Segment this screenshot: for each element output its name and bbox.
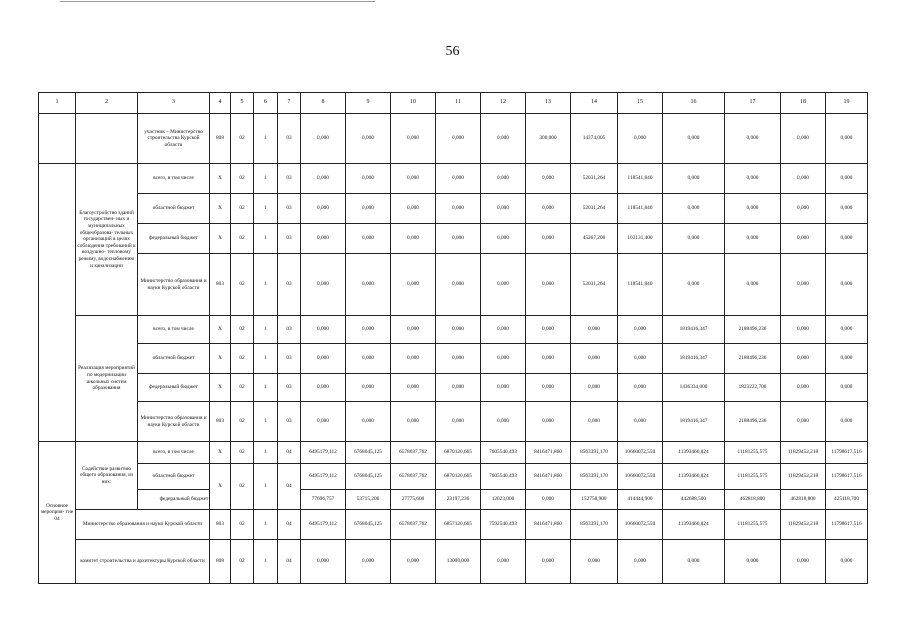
value-cell: 0,000	[526, 254, 571, 316]
column-number: 9	[346, 93, 391, 114]
value-cell: 11181255,575	[725, 464, 781, 490]
value-cell: 0,000	[526, 540, 571, 584]
value-cell: 1436334,000	[663, 374, 725, 402]
source-cell: федеральный бюджет	[138, 224, 210, 254]
code-cell: 03	[278, 194, 301, 224]
table-row	[39, 224, 868, 254]
value-cell: 0,000	[618, 402, 663, 442]
code-cell: 02	[231, 510, 254, 540]
code-cell: 02	[231, 114, 254, 164]
value-cell: 0,000	[301, 344, 346, 374]
code-cell: 1	[254, 164, 278, 194]
column-number: 5	[231, 93, 254, 114]
table-row	[39, 344, 868, 374]
source-cell: комитет строительства и архитектуры Курской области	[76, 540, 210, 584]
value-cell: 77696,757	[301, 490, 346, 510]
table-row	[39, 194, 868, 224]
value-cell: 11393466,824	[663, 510, 725, 540]
value-cell: 0,000	[301, 194, 346, 224]
column-number: 1	[39, 93, 76, 114]
value-cell: 8563391,170	[571, 464, 618, 490]
value-cell: 0,000	[481, 224, 526, 254]
value-cell: 0,000	[826, 114, 868, 164]
column-number: 16	[663, 93, 725, 114]
code-cell: X	[210, 374, 231, 402]
code-cell: 03	[278, 164, 301, 194]
value-cell: 0,000	[301, 164, 346, 194]
value-cell: 11393466,824	[663, 464, 725, 490]
column-number: 2	[76, 93, 138, 114]
value-cell: 0,000	[526, 402, 571, 442]
measure-name-cell: Реализация мероприятий по модернизации школьных систем образования	[76, 316, 138, 442]
code-cell: 808	[210, 114, 231, 164]
value-cell: 8563391,170	[571, 442, 618, 464]
value-cell: 0,000	[481, 540, 526, 584]
value-cell: 0,000	[826, 164, 868, 194]
table-row	[39, 442, 868, 464]
value-cell: 0,000	[618, 540, 663, 584]
value-cell: 11393466,824	[663, 442, 725, 464]
column-number: 11	[436, 93, 481, 114]
column-number: 19	[826, 93, 868, 114]
value-cell: 0,000	[571, 374, 618, 402]
value-cell: 0,000	[436, 316, 481, 344]
value-cell: 0,000	[391, 224, 436, 254]
value-cell: 0,000	[301, 114, 346, 164]
source-cell: всего, в том числе	[138, 164, 210, 194]
value-cell: 0,000	[346, 344, 391, 374]
value-cell: 0,000	[301, 254, 346, 316]
code-cell: 1	[254, 224, 278, 254]
executor-cell: участник – Министерство строительства Курской области	[138, 114, 210, 164]
value-cell: 10660072,550	[618, 464, 663, 490]
code-cell: 02	[231, 402, 254, 442]
value-cell: 152758,900	[571, 490, 618, 510]
value-cell: 118541,840	[618, 254, 663, 316]
value-cell: 0,000	[618, 344, 663, 374]
value-cell: 0,000	[346, 540, 391, 584]
code-cell: 02	[231, 224, 254, 254]
value-cell: 1823222,700	[725, 374, 781, 402]
column-number: 10	[391, 93, 436, 114]
value-cell: 0,000	[391, 194, 436, 224]
value-cell: 0,000	[571, 540, 618, 584]
code-cell: 02	[231, 164, 254, 194]
code-cell: 03	[278, 344, 301, 374]
value-cell: 0,000	[391, 316, 436, 344]
table-row	[39, 510, 868, 540]
main-activity-cell: Основное мероприя- тие 04	[39, 442, 76, 584]
value-cell: 23197,236	[436, 490, 481, 510]
value-cell: 118541,840	[618, 194, 663, 224]
code-cell: 03	[278, 114, 301, 164]
value-cell: 6495179,112	[301, 510, 346, 540]
code-cell: 02	[231, 344, 254, 374]
value-cell: 442688,500	[663, 490, 725, 510]
value-cell: 0,000	[781, 194, 826, 224]
value-cell: 0,000	[346, 374, 391, 402]
value-cell: 0,000	[571, 344, 618, 374]
value-cell: 45267,200	[571, 224, 618, 254]
value-cell: 6768045,125	[346, 464, 391, 490]
source-cell: Министерство образования и науки Курской области	[76, 510, 210, 540]
value-cell: 6768045,125	[346, 510, 391, 540]
value-cell: 0,000	[391, 114, 436, 164]
column-number: 6	[254, 93, 278, 114]
value-cell: 6578037,762	[391, 442, 436, 464]
code-cell: 1	[254, 374, 278, 402]
value-cell: 0,000	[618, 114, 663, 164]
value-cell: 0,000	[826, 374, 868, 402]
column-number: 18	[781, 93, 826, 114]
value-cell: 0,000	[826, 254, 868, 316]
value-cell: 414444,900	[618, 490, 663, 510]
value-cell: 0,000	[391, 402, 436, 442]
value-cell: 0,000	[346, 224, 391, 254]
measure-name-cell: Содействие развитию общего образования, из них:	[76, 442, 138, 510]
value-cell: 52031,264	[571, 164, 618, 194]
value-cell: 0,000	[391, 540, 436, 584]
value-cell: 462818,800	[725, 490, 781, 510]
value-cell: 0,000	[481, 344, 526, 374]
table-row	[39, 164, 868, 194]
code-cell: 04	[278, 442, 301, 464]
code-cell: 03	[278, 316, 301, 344]
value-cell: 0,000	[481, 374, 526, 402]
value-cell: 0,000	[481, 194, 526, 224]
page-number: 56	[445, 44, 460, 59]
value-cell: 0,000	[826, 540, 868, 584]
value-cell: 2188496,236	[725, 344, 781, 374]
code-cell: X	[210, 316, 231, 344]
value-cell: 0,000	[301, 540, 346, 584]
value-cell: 0,000	[481, 402, 526, 442]
column-number: 4	[210, 93, 231, 114]
value-cell: 6870120,665	[436, 442, 481, 464]
budget-table	[38, 92, 868, 584]
value-cell: 8416471,860	[526, 442, 571, 464]
value-cell: 0,000	[391, 164, 436, 194]
value-cell: 103131,400	[618, 224, 663, 254]
column-number: 3	[138, 93, 210, 114]
value-cell: 0,000	[781, 344, 826, 374]
empty-cell	[76, 114, 138, 164]
value-cell: 1819416,347	[663, 316, 725, 344]
code-cell: 1	[254, 442, 278, 464]
value-cell: 0,000	[301, 316, 346, 344]
value-cell: 0,000	[826, 344, 868, 374]
value-cell: 52031,264	[571, 254, 618, 316]
code-cell: 1	[254, 316, 278, 344]
code-cell: 1	[254, 254, 278, 316]
value-cell: 13000,000	[436, 540, 481, 584]
code-cell: 04	[278, 510, 301, 540]
value-cell: 118541,840	[618, 164, 663, 194]
value-cell: 10660072,550	[618, 510, 663, 540]
value-cell: 0,000	[436, 194, 481, 224]
value-cell: 27775,600	[391, 490, 436, 510]
value-cell: 11798617,516	[826, 464, 868, 490]
code-cell: 03	[278, 254, 301, 316]
table-row	[39, 402, 868, 442]
value-cell: 7592540,493	[481, 510, 526, 540]
code-cell: 02	[231, 442, 254, 464]
column-number: 8	[301, 93, 346, 114]
value-cell: 0,000	[301, 402, 346, 442]
table-row	[39, 254, 868, 316]
source-cell: областной бюджет	[138, 464, 210, 490]
code-cell: X	[210, 344, 231, 374]
source-cell: федеральный бюджет	[138, 374, 210, 402]
value-cell: 0,000	[826, 316, 868, 344]
value-cell: 8563391,170	[571, 510, 618, 540]
empty-cell	[39, 114, 76, 164]
empty-cell	[39, 164, 76, 442]
value-cell: 462818,800	[781, 490, 826, 510]
code-cell: X	[210, 464, 231, 510]
value-cell: 6495179,112	[301, 442, 346, 464]
code-cell: 02	[231, 194, 254, 224]
value-cell: 0,000	[571, 316, 618, 344]
code-cell: 1	[254, 540, 278, 584]
value-cell: 0,000	[725, 194, 781, 224]
value-cell: 0,000	[301, 224, 346, 254]
value-cell: 6857120,665	[436, 510, 481, 540]
value-cell: 300,000	[526, 114, 571, 164]
code-cell: 1	[254, 114, 278, 164]
source-cell: областной бюджет	[138, 194, 210, 224]
value-cell: 0,000	[781, 374, 826, 402]
value-cell: 0,000	[725, 164, 781, 194]
code-cell: 02	[231, 540, 254, 584]
value-cell: 0,000	[826, 224, 868, 254]
value-cell: 12023,000	[481, 490, 526, 510]
value-cell: 0,000	[526, 490, 571, 510]
table-row	[39, 114, 868, 164]
column-number: 14	[571, 93, 618, 114]
value-cell: 11829452,218	[781, 510, 826, 540]
value-cell: 52031,264	[571, 194, 618, 224]
code-cell: 803	[210, 402, 231, 442]
table-row	[39, 374, 868, 402]
table-row	[39, 464, 868, 490]
column-number: 17	[725, 93, 781, 114]
source-cell: Министерство образования и науки Курской области	[138, 254, 210, 316]
top-rule	[60, 1, 375, 2]
measure-name-cell: Благоустройство зданий государствен- ных и муниципальных общеобразова- тельных организаций в целях соблюдения требований к воздушно- тепловому режиму, водоснабжению и канализации	[76, 164, 138, 316]
value-cell: 2188496,236	[725, 316, 781, 344]
value-cell: 0,000	[781, 164, 826, 194]
value-cell: 11829452,218	[781, 464, 826, 490]
value-cell: 0,000	[436, 224, 481, 254]
value-cell: 0,000	[481, 254, 526, 316]
value-cell: 8416471,860	[526, 464, 571, 490]
source-cell: федеральный бюджет	[138, 490, 231, 510]
value-cell: 0,000	[781, 402, 826, 442]
column-number: 13	[526, 93, 571, 114]
value-cell: 0,000	[826, 402, 868, 442]
value-cell: 0,000	[436, 254, 481, 316]
value-cell: 0,000	[301, 374, 346, 402]
source-cell: областной бюджет	[138, 344, 210, 374]
value-cell: 0,000	[663, 254, 725, 316]
code-cell: 803	[210, 254, 231, 316]
code-cell: 1	[254, 510, 278, 540]
code-cell: X	[210, 194, 231, 224]
value-cell: 0,000	[346, 402, 391, 442]
value-cell: 0,000	[781, 114, 826, 164]
column-number: 15	[618, 93, 663, 114]
value-cell: 0,000	[346, 316, 391, 344]
value-cell: 0,000	[725, 540, 781, 584]
table-row	[39, 540, 868, 584]
value-cell: 6578037,762	[391, 510, 436, 540]
value-cell: 1819416,347	[663, 402, 725, 442]
source-cell: всего, в том числе	[138, 442, 210, 464]
code-cell: 02	[231, 316, 254, 344]
value-cell: 0,000	[481, 114, 526, 164]
value-cell: 0,000	[781, 224, 826, 254]
value-cell: 0,000	[663, 114, 725, 164]
value-cell: 0,000	[481, 316, 526, 344]
value-cell: 11829452,218	[781, 442, 826, 464]
code-cell: 03	[278, 402, 301, 442]
code-cell: 803	[210, 510, 231, 540]
value-cell: 0,000	[436, 374, 481, 402]
value-cell: 0,000	[725, 114, 781, 164]
value-cell: 0,000	[663, 194, 725, 224]
value-cell: 0,000	[826, 194, 868, 224]
value-cell: 0,000	[391, 254, 436, 316]
source-cell: всего, в том числе	[138, 316, 210, 344]
value-cell: 0,000	[436, 114, 481, 164]
value-cell: 0,000	[346, 114, 391, 164]
value-cell: 0,000	[346, 164, 391, 194]
value-cell: 0,000	[781, 316, 826, 344]
value-cell: 7605540,493	[481, 464, 526, 490]
code-cell: 1	[254, 464, 278, 510]
value-cell: 1819416,347	[663, 344, 725, 374]
value-cell: 0,000	[618, 374, 663, 402]
value-cell: 0,000	[526, 224, 571, 254]
value-cell: 0,000	[436, 402, 481, 442]
value-cell: 0,000	[781, 540, 826, 584]
value-cell: 0,000	[618, 316, 663, 344]
value-cell: 0,000	[436, 164, 481, 194]
value-cell: 0,000	[663, 540, 725, 584]
source-cell: Министерство образования и науки Курской области	[138, 402, 210, 442]
code-cell: 1	[254, 402, 278, 442]
value-cell: 0,000	[571, 402, 618, 442]
table-row	[39, 490, 868, 510]
table-row	[39, 316, 868, 344]
value-cell: 11181255,575	[725, 510, 781, 540]
column-number: 7	[278, 93, 301, 114]
value-cell: 0,000	[725, 254, 781, 316]
value-cell: 6870120,665	[436, 464, 481, 490]
value-cell: 7605540,493	[481, 442, 526, 464]
value-cell: 0,000	[663, 224, 725, 254]
value-cell: 425118,700	[826, 490, 868, 510]
value-cell: 8416471,860	[526, 510, 571, 540]
value-cell: 0,000	[526, 344, 571, 374]
value-cell: 0,000	[663, 164, 725, 194]
value-cell: 0,000	[781, 254, 826, 316]
code-cell: 1	[254, 344, 278, 374]
code-cell: X	[210, 164, 231, 194]
value-cell: 0,000	[526, 164, 571, 194]
value-cell: 6768045,125	[346, 442, 391, 464]
code-cell: 03	[278, 374, 301, 402]
value-cell: 6578037,762	[391, 464, 436, 490]
value-cell: 11798617,516	[826, 510, 868, 540]
value-cell: 0,000	[391, 374, 436, 402]
code-cell: 808	[210, 540, 231, 584]
value-cell: 0,000	[526, 374, 571, 402]
value-cell: 0,000	[436, 344, 481, 374]
value-cell: 11181255,575	[725, 442, 781, 464]
value-cell: 14374,005	[571, 114, 618, 164]
code-cell: 04	[278, 540, 301, 584]
value-cell: 6495179,112	[301, 464, 346, 490]
code-cell: X	[210, 224, 231, 254]
value-cell: 0,000	[526, 316, 571, 344]
code-cell: 02	[231, 254, 254, 316]
code-cell: X	[210, 442, 231, 464]
header-row	[39, 93, 868, 114]
code-cell: 02	[231, 374, 254, 402]
value-cell: 2188496,236	[725, 402, 781, 442]
value-cell: 0,000	[346, 254, 391, 316]
code-cell: 03	[278, 224, 301, 254]
code-cell: 02	[231, 464, 254, 510]
value-cell: 0,000	[526, 194, 571, 224]
code-cell: 04	[278, 464, 301, 510]
code-cell: 1	[254, 194, 278, 224]
value-cell: 0,000	[481, 164, 526, 194]
value-cell: 0,000	[725, 224, 781, 254]
column-number: 12	[481, 93, 526, 114]
value-cell: 11798617,516	[826, 442, 868, 464]
value-cell: 10660072,550	[618, 442, 663, 464]
value-cell: 0,000	[346, 194, 391, 224]
value-cell: 53715,206	[346, 490, 391, 510]
value-cell: 0,000	[391, 344, 436, 374]
